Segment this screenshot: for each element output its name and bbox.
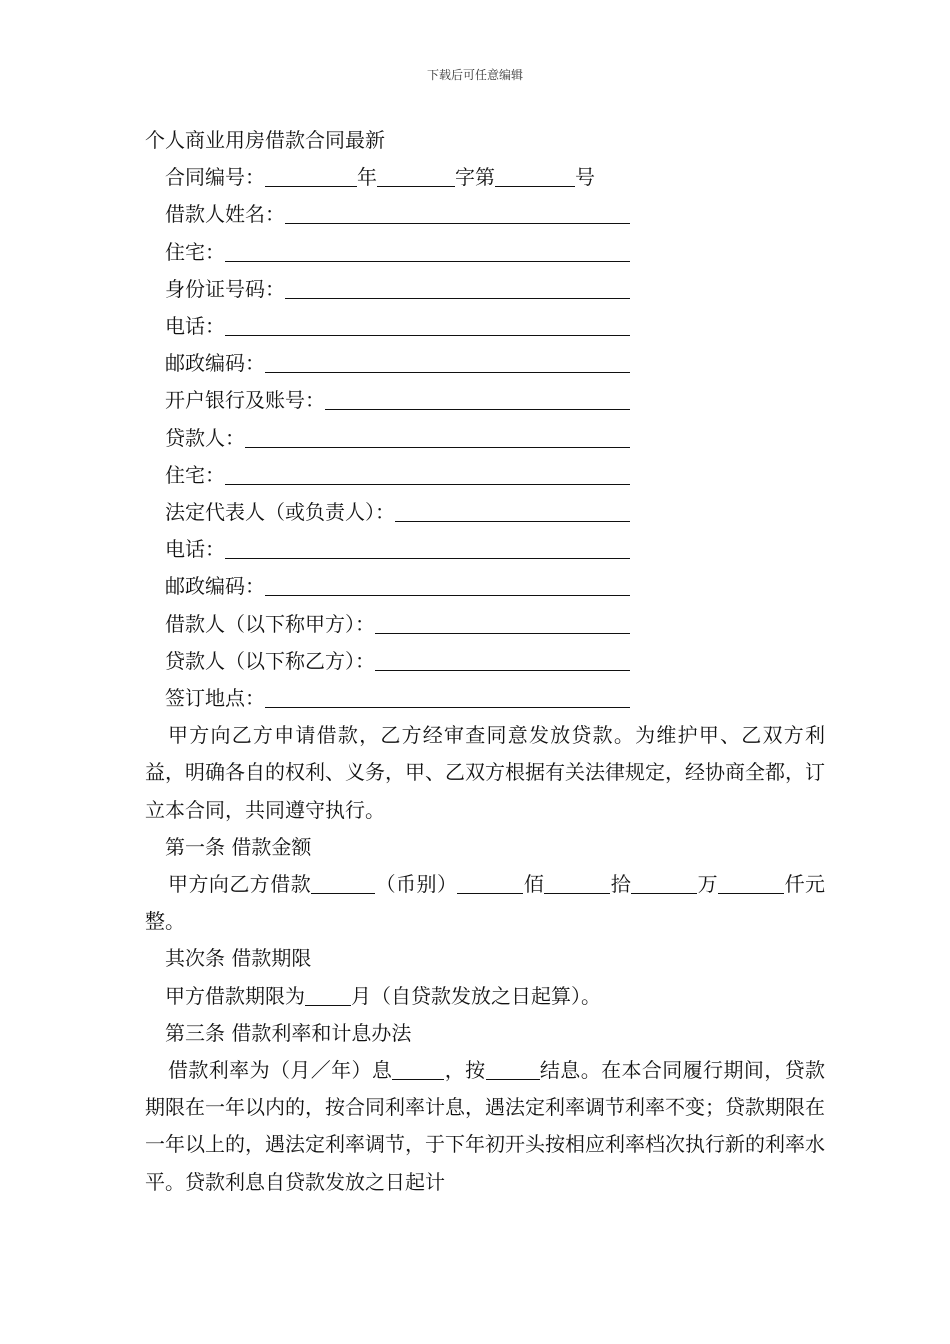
article-3-text: ，按 xyxy=(444,1058,486,1083)
article-1-text: 拾 xyxy=(610,872,632,897)
field-label: 电话： xyxy=(165,537,225,562)
field-label: 住宅： xyxy=(165,239,225,264)
amount-currency-blank[interactable] xyxy=(311,873,375,894)
field-row xyxy=(145,345,630,382)
amount-hundred-blank[interactable] xyxy=(457,873,523,894)
field-label: 签订地点： xyxy=(165,686,265,711)
field-label: 法定代表人（或负责人）： xyxy=(165,500,395,525)
article-3-heading: 第三条 借款利率和计息办法 xyxy=(165,1020,412,1045)
field-row xyxy=(145,308,630,345)
article-2-body xyxy=(145,978,825,1015)
field-label: 开户银行及账号： xyxy=(165,388,325,413)
contract-number-line xyxy=(145,159,825,196)
article-3-text: 结息。在本合同履行期间，贷款期限在一年以内的，按合同利率计息，遇法定利率调节利率不变；贷款期限在一年以上的，遇法定利率调节，于下年初开头按相应利率档次执行新的利率水平。贷款利息自贷款发放之日起计 xyxy=(145,1058,826,1194)
article-1-text: 甲方向乙方借款 xyxy=(168,872,312,897)
field-row xyxy=(145,531,630,568)
settlement-blank[interactable] xyxy=(486,1059,540,1080)
field-row xyxy=(145,457,630,494)
field-blank[interactable] xyxy=(325,389,630,410)
field-label: 邮政编码： xyxy=(165,574,265,599)
field-blank[interactable] xyxy=(225,464,630,485)
article-2-text: 月（自贷款发放之日起算）。 xyxy=(351,983,601,1008)
field-label: 借款人姓名： xyxy=(165,202,285,227)
article-1-text: 佰 xyxy=(523,872,545,897)
article-3-text: 借款利率为（月／年）息 xyxy=(168,1058,393,1083)
field-label: 邮政编码： xyxy=(165,351,265,376)
article-1-text: 万 xyxy=(697,872,719,897)
contract-hao-label: 号 xyxy=(575,165,595,190)
field-label: 身份证号码： xyxy=(165,276,285,301)
article-1-text: 仟元整。 xyxy=(145,872,826,934)
field-blank[interactable] xyxy=(265,687,630,708)
field-row xyxy=(145,271,630,308)
contract-zi-blank[interactable] xyxy=(377,166,455,187)
contract-number-label: 合同编号： xyxy=(165,165,265,190)
article-1-body xyxy=(145,866,825,940)
intro-paragraph: 甲方向乙方申请借款，乙方经审查同意发放贷款。为维护甲、乙双方利益，明确各自的权利、义务，甲、乙双方根据有关法律规定，经协商全都，订立本合同，共同遵守执行。 xyxy=(145,723,825,822)
field-label: 住宅： xyxy=(165,462,225,487)
field-blank[interactable] xyxy=(265,575,630,596)
field-blank[interactable] xyxy=(285,278,630,299)
field-label: 借款人（以下称甲方）： xyxy=(165,611,375,636)
field-blank[interactable] xyxy=(395,501,630,522)
field-blank[interactable] xyxy=(375,650,630,671)
field-blank[interactable] xyxy=(375,613,630,634)
field-label: 电话： xyxy=(165,314,225,339)
field-row xyxy=(145,568,630,605)
amount-wan-blank[interactable] xyxy=(631,873,697,894)
contract-year-label: 年 xyxy=(357,165,377,190)
field-row xyxy=(145,643,630,680)
field-row xyxy=(145,494,630,531)
article-1-heading: 第一条 借款金额 xyxy=(165,834,312,859)
interest-rate-blank[interactable] xyxy=(392,1059,444,1080)
contract-zidi-label: 字第 xyxy=(455,165,495,190)
field-blank[interactable] xyxy=(225,241,630,262)
amount-ten-blank[interactable] xyxy=(544,873,610,894)
field-label: 贷款人： xyxy=(165,425,245,450)
field-label: 贷款人（以下称乙方）： xyxy=(165,648,375,673)
contract-year-blank[interactable] xyxy=(265,166,357,187)
field-row xyxy=(145,680,630,717)
field-blank[interactable] xyxy=(225,538,630,559)
field-row xyxy=(145,234,630,271)
article-2-heading: 其次条 借款期限 xyxy=(165,946,312,971)
field-row xyxy=(145,420,630,457)
contract-title: 个人商业用房借款合同最新 xyxy=(145,128,385,152)
article-1-text: （币别） xyxy=(375,872,458,897)
field-row xyxy=(145,196,630,233)
page-header-note: 下载后可任意编辑 xyxy=(426,68,523,82)
contract-no-blank[interactable] xyxy=(495,166,575,187)
article-3-body xyxy=(145,1052,825,1201)
field-blank[interactable] xyxy=(245,427,630,448)
field-row xyxy=(145,606,630,643)
article-2-text: 甲方借款期限为 xyxy=(165,983,305,1008)
field-blank[interactable] xyxy=(265,352,630,373)
field-row xyxy=(145,382,630,419)
field-blank[interactable] xyxy=(285,203,630,224)
amount-qian-blank[interactable] xyxy=(718,873,784,894)
field-blank[interactable] xyxy=(225,315,630,336)
loan-term-blank[interactable] xyxy=(305,985,351,1006)
contract-document xyxy=(145,122,825,1201)
